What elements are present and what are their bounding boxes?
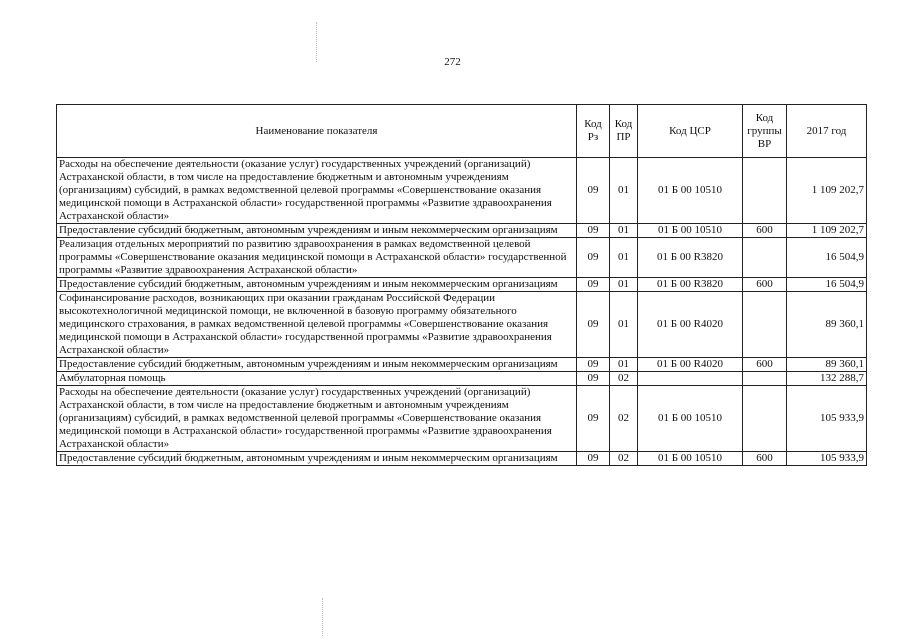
row-pr: 01 <box>610 292 638 358</box>
row-rz: 09 <box>577 452 610 466</box>
row-amount: 132 288,7 <box>787 372 867 386</box>
row-csr <box>638 372 743 386</box>
row-pr: 01 <box>610 224 638 238</box>
row-amount: 89 360,1 <box>787 292 867 358</box>
row-rz: 09 <box>577 158 610 224</box>
page-number: 272 <box>444 56 461 68</box>
row-rz: 09 <box>577 224 610 238</box>
row-csr: 01 Б 00 10510 <box>638 386 743 452</box>
header-year: 2017 год <box>787 105 867 158</box>
row-rz: 09 <box>577 372 610 386</box>
row-rz: 09 <box>577 278 610 292</box>
table-row <box>57 238 867 278</box>
row-amount: 105 933,9 <box>787 452 867 466</box>
table-header-row <box>57 105 867 158</box>
row-amount: 1 109 202,7 <box>787 224 867 238</box>
row-csr: 01 Б 00 10510 <box>638 158 743 224</box>
table-row <box>57 224 867 238</box>
row-pr: 01 <box>610 358 638 372</box>
row-vr: 600 <box>743 278 787 292</box>
row-pr: 01 <box>610 278 638 292</box>
header-name: Наименование показателя <box>57 105 577 158</box>
row-vr: 600 <box>743 224 787 238</box>
row-csr: 01 Б 00 10510 <box>638 452 743 466</box>
row-amount: 89 360,1 <box>787 358 867 372</box>
row-csr: 01 Б 00 10510 <box>638 224 743 238</box>
row-vr <box>743 238 787 278</box>
table-row <box>57 358 867 372</box>
row-csr: 01 Б 00 R3820 <box>638 278 743 292</box>
row-csr: 01 Б 00 R4020 <box>638 292 743 358</box>
row-vr <box>743 386 787 452</box>
row-pr: 01 <box>610 238 638 278</box>
row-vr: 600 <box>743 452 787 466</box>
scan-artifact-line-bottom <box>322 598 323 636</box>
row-pr: 01 <box>610 158 638 224</box>
row-vr: 600 <box>743 358 787 372</box>
row-name: Предоставление субсидий бюджетным, автономным учреждениям и иным некоммерческим организациям <box>57 278 577 292</box>
budget-table <box>56 104 867 466</box>
row-name: Реализация отдельных мероприятий по развитию здравоохранения в рамках ведомственной целевой программы «Совершенствование оказания медицинской помощи в Астраханской области» государственной программы «Развитие здравоохранения Астраханской области» <box>57 238 577 278</box>
row-name: Амбулаторная помощь <box>57 372 577 386</box>
row-name: Расходы на обеспечение деятельности (оказание услуг) государственных учреждений (организаций) Астраханской области, в том числе на предоставление бюджетным и автономным учреждениям (организациям) субсидий, в рамках ведомственной целевой программы «Совершенствование оказания медицинской помощи в Астраханской области» государственной программы «Развитие здравоохранения Астраханской области» <box>57 386 577 452</box>
row-csr: 01 Б 00 R3820 <box>638 238 743 278</box>
row-amount: 105 933,9 <box>787 386 867 452</box>
row-rz: 09 <box>577 238 610 278</box>
row-amount: 16 504,9 <box>787 238 867 278</box>
row-name: Предоставление субсидий бюджетным, автономным учреждениям и иным некоммерческим организациям <box>57 452 577 466</box>
row-amount: 16 504,9 <box>787 278 867 292</box>
table-row <box>57 386 867 452</box>
row-rz: 09 <box>577 358 610 372</box>
header-pr: Код ПР <box>610 105 638 158</box>
row-csr: 01 Б 00 R4020 <box>638 358 743 372</box>
header-csr: Код ЦСР <box>638 105 743 158</box>
row-amount: 1 109 202,7 <box>787 158 867 224</box>
row-vr <box>743 372 787 386</box>
table-row <box>57 292 867 358</box>
table-row <box>57 372 867 386</box>
row-name: Расходы на обеспечение деятельности (оказание услуг) государственных учреждений (организаций) Астраханской области, в том числе на предоставление бюджетным и автономным учреждениям (организациям) субсидий, в рамках ведомственной целевой программы «Совершенствование оказания медицинской помощи в Астраханской области» государственной программы «Развитие здравоохранения Астраханской области» <box>57 158 577 224</box>
row-rz: 09 <box>577 292 610 358</box>
header-rz: Код Рз <box>577 105 610 158</box>
row-rz: 09 <box>577 386 610 452</box>
row-vr <box>743 292 787 358</box>
row-name: Софинансирование расходов, возникающих при оказании гражданам Российской Федерации высокотехнологичной медицинской помощи, не включенной в базовую программу обязательного медицинского страхования, в рамках ведомственной целевой программы «Совершенствование оказания медицинской помощи в Астраханской области» государственной программы «Развитие здравоохранения Астраханской области» <box>57 292 577 358</box>
row-name: Предоставление субсидий бюджетным, автономным учреждениям и иным некоммерческим организациям <box>57 224 577 238</box>
row-pr: 02 <box>610 452 638 466</box>
table-row <box>57 158 867 224</box>
table-row <box>57 278 867 292</box>
row-vr <box>743 158 787 224</box>
row-name: Предоставление субсидий бюджетным, автономным учреждениям и иным некоммерческим организациям <box>57 358 577 372</box>
header-vr: Код группы ВР <box>743 105 787 158</box>
row-pr: 02 <box>610 372 638 386</box>
table-row <box>57 452 867 466</box>
row-pr: 02 <box>610 386 638 452</box>
